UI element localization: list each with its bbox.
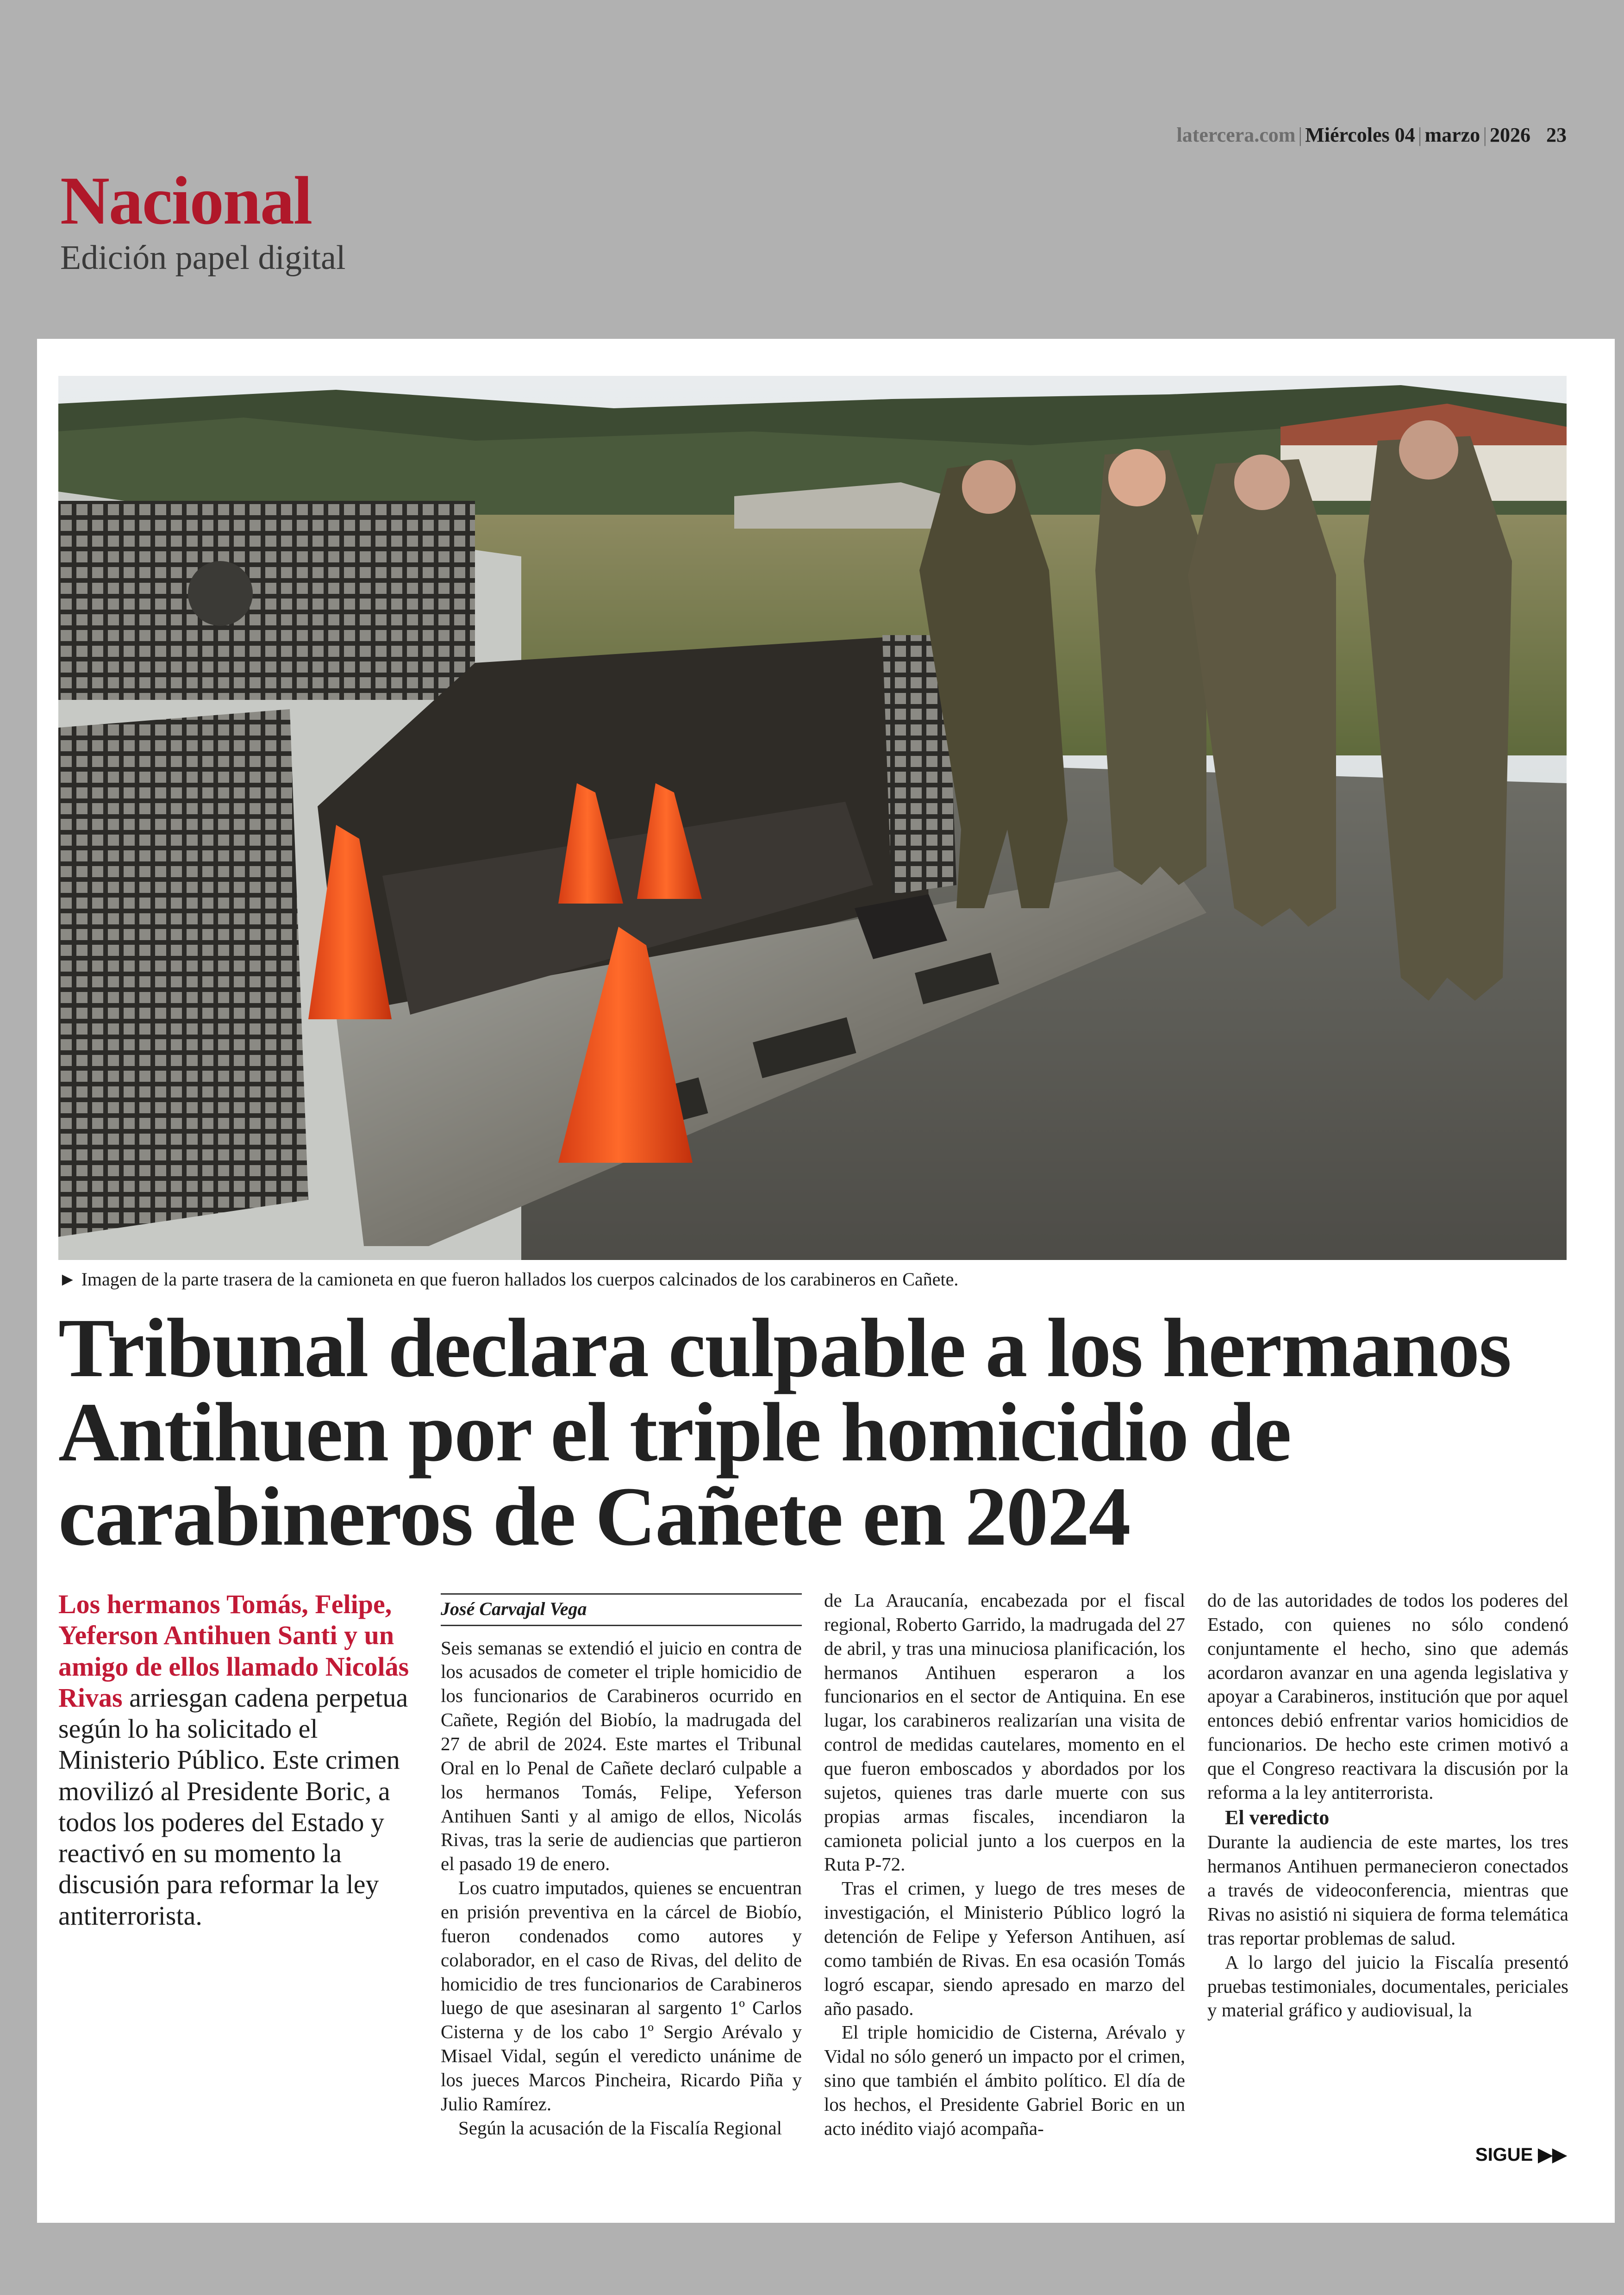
separator: | bbox=[1483, 124, 1487, 146]
body-paragraph: de La Araucanía, encabezada por el fiscal regional, Roberto Garrido, la madrugada del 27 de abril, y tras una minuciosa planificación, los hermanos Antihuen esperaron a los funcionarios en el sector de Antiquina. En ese lugar, los carabineros realizarían una visita de control de medidas cautelares, momento en el que fueron emboscados y abordados por los sujetos, quienes tras darle muerte con sus propias armas fiscales, incendiaron la camioneta policial junto a los cuerpos en la Ruta P-72. bbox=[824, 1590, 1185, 1875]
separator: | bbox=[1418, 124, 1422, 146]
lede-text: arriesgan cadena perpetua según lo ha solicitado el Ministerio Público. Este crimen movilizó al Presidente Boric, a todos los poderes del Estado y reactivó en su momento la discusión para reformar la ley antiterrorista. bbox=[58, 1682, 408, 1931]
article-photo[interactable] bbox=[58, 376, 1567, 1260]
date-weekday: Miércoles 04 bbox=[1305, 124, 1415, 146]
site-name[interactable]: latercera.com bbox=[1176, 124, 1296, 146]
section-subhead: El veredicto bbox=[1225, 1806, 1330, 1829]
body-paragraph: El triple homicidio de Cisterna, Arévalo y Vidal no sólo generó un impacto por el crimen, sino que también el ámbito político. El día de los hechos, el Presidente Gabriel Boric en un acto inédito viajó acompaña- bbox=[824, 2021, 1185, 2139]
lede-highlight: Los hermanos Tomás, Felipe, Yeferson Antihuen Santi y un amigo de ellos llamado Nicolás Rivas bbox=[58, 1589, 409, 1713]
body-paragraph: A lo largo del juicio la Fiscalía presentó pruebas testimoniales, documentales, periciales y material gráfico y audiovisual, la bbox=[1207, 1951, 1568, 2021]
headline-line: Tribunal declara culpable a los hermanos bbox=[58, 1302, 1511, 1395]
body-paragraph: do de las autoridades de todos los poderes del Estado, con quienes no sólo condenó conjuntamente el hecho, sino que además acordaron avanzar en una agenda legislativa y apoyar a Carabineros, institución que por aquel entonces debió enfrentar varios homicidios de funcionarios. De hecho este crimen motivó a que el Congreso reactivara la discusión por la reforma a la ley antiterrorista. bbox=[1207, 1590, 1568, 1803]
body-paragraph: Tras el crimen, y luego de tres meses de investigación, el Ministerio Público logró la detención de Felipe y Yeferson Antihuen, así como también de Rivas. En esa ocasión Tomás logró escapar, siendo apresado en marzo del año pasado. bbox=[824, 1877, 1185, 2019]
separator: | bbox=[1298, 124, 1303, 146]
body-paragraph: Durante la audiencia de este martes, los tres hermanos Antihuen permanecieron conectados a través de videoconferencia, mientras que Rivas no asistió ni siquiera de forma telemática tras reportar problemas de salud. bbox=[1207, 1831, 1568, 1949]
article-column-3 bbox=[1207, 1589, 1568, 2022]
page-sheet bbox=[37, 339, 1615, 2223]
continue-link[interactable]: SIGUE ▶▶ bbox=[1475, 2145, 1567, 2165]
article-headline bbox=[58, 1302, 1581, 1563]
article-column-1 bbox=[441, 1593, 802, 2140]
burned-truck-photo bbox=[58, 376, 1567, 1260]
section-subtitle: Edición papel digital bbox=[60, 239, 346, 277]
section-title: Nacional bbox=[60, 163, 312, 239]
date-month: marzo bbox=[1424, 124, 1480, 146]
article-column-2 bbox=[824, 1589, 1185, 2141]
page-number: 23 bbox=[1546, 124, 1567, 146]
headline-line: Antihuen por el triple homicidio de bbox=[58, 1386, 1291, 1479]
body-paragraph: Seis semanas se extendió el juicio en contra de los acusados de cometer el triple homicidio de los funcionarios de Carabineros ocurrido en Cañete, Región del Biobío, la madrugada del 27 de abril de 2024. Este martes el Tribunal Oral en lo Penal de Cañete declaró culpable a los hermanos Tomás, Felipe, Yeferson Antihuen Santi y al amigo de ellos, Nicolás Rivas, tras la serie de audiencias que partieron el pasado 19 de enero. bbox=[441, 1637, 802, 1875]
photo-caption: ► Imagen de la parte trasera de la camioneta en que fueron hallados los cuerpos calcinados de los carabineros en Cañete. bbox=[58, 1269, 959, 1290]
body-paragraph: Según la acusación de la Fiscalía Regional bbox=[458, 2117, 782, 2139]
date-year: 2026 bbox=[1490, 124, 1530, 146]
article-lede bbox=[58, 1589, 419, 1931]
headline-line: carabineros de Cañete en 2024 bbox=[58, 1470, 1130, 1563]
body-paragraph: Los cuatro imputados, quienes se encuentran en prisión preventiva en la cárcel de Biobío, fueron condenados como autores y colaborador, en el caso de Rivas, del delito de homicidio de tres funcionarios de Carabineros luego de que asesinaran al sargento 1º Carlos Cisterna y de los cabo 1º Sergio Arévalo y Misael Vidal, según el veredicto unánime de los jueces Marcos Pincheira, Ricardo Piña y Julio Ramírez. bbox=[441, 1877, 802, 2114]
masthead-meta bbox=[1176, 123, 1567, 147]
byline: José Carvajal Vega bbox=[441, 1593, 802, 1626]
